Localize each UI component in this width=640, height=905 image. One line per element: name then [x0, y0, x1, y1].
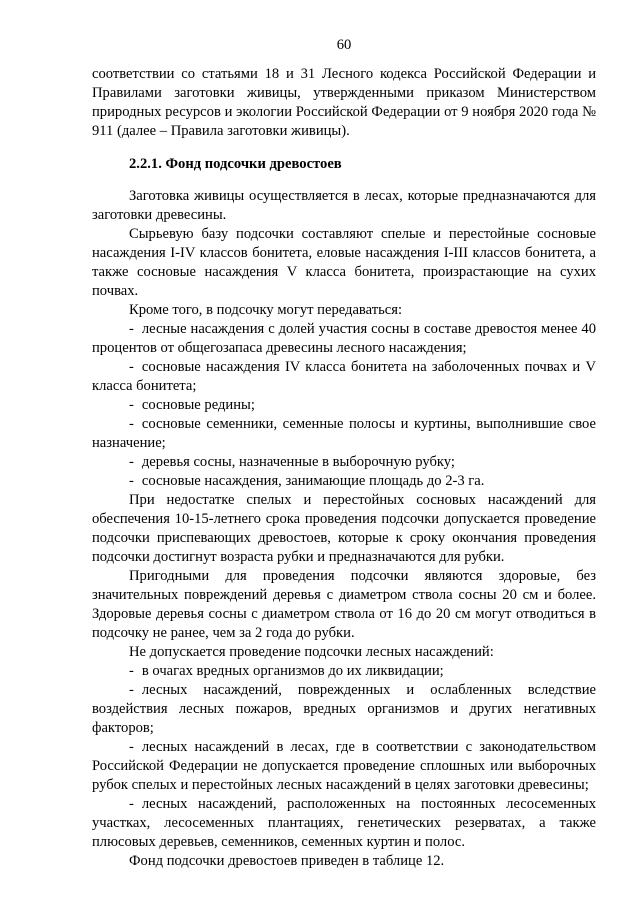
paragraph-2: Сырьевую базу подсочки составляют спелые и перестойные сосновые насаждения I-IV классов бонитета, еловые насаждения I-III классов бонитета, а также сосновые насаждения V класса бонитета, произрастающие на сухих почвах. — [92, 226, 596, 299]
list-item — [92, 472, 596, 491]
paragraph-1: Заготовка живицы осуществляется в лесах, которые предназначаются для заготовки древесины. — [92, 188, 596, 223]
list-transferable-stands — [92, 320, 596, 491]
list-item — [92, 662, 596, 681]
list-marker: - — [129, 416, 134, 432]
list-marker: - — [129, 359, 134, 375]
list-item-text: лесных насаждений, расположенных на постоянных лесосеменных участках, лесосеменных плантациях, генетических резерватах, а также плюсовых деревьев, семенников, семенных куртин и полос. — [92, 796, 596, 850]
list-item — [92, 320, 596, 358]
paragraph-5: Пригодными для проведения подсочки являются здоровые, без значительных повреждений деревья с диаметром ствола сосны 20 см и более. Здоровые деревья сосны с диаметром ствола от 16 до 20 см могут отводиться в подсочку не ранее, чем за 2 года до рубки. — [92, 568, 596, 641]
document-page — [92, 36, 596, 871]
list-marker: - — [129, 454, 134, 470]
list-marker: - — [129, 739, 134, 755]
list-item — [92, 453, 596, 472]
paragraph-4: При недостатке спелых и перестойных сосновых насаждений для обеспечения 10-15-летнего срока проведения подсочки допускается проведение подсочки приспевающих древостоев, которые к сроку окончания проведения подсочки достигнут возраста рубки и предназначаются для рубки. — [92, 492, 596, 565]
list-marker: - — [129, 682, 134, 698]
list-item-text: лесные насаждения с долей участия сосны в составе древостоя менее 40 процентов от общегозапаса древесины лесного насаждения; — [92, 321, 596, 356]
list-item-text: сосновые насаждения IV класса бонитета на заболоченных почвах и V класса бонитета; — [92, 359, 596, 394]
list-item — [92, 415, 596, 453]
list-item — [92, 396, 596, 415]
paragraph-6: Не допускается проведение подсочки лесных насаждений: — [129, 644, 494, 660]
intro-paragraph: соответствии со статьями 18 и 31 Лесного кодекса Российской Федерации и Правилами заготовки живицы, утвержденными приказом Министерством природных ресурсов и экологии Российской Федерации от 9 ноября 2020 года № 911 (далее – Правила заготовки живицы). — [92, 66, 596, 139]
paragraph-7: Фонд подсочки древостоев приведен в таблице 12. — [129, 853, 445, 869]
list-item — [92, 738, 596, 795]
section-heading: 2.2.1. Фонд подсочки древостоев — [129, 156, 342, 172]
list-marker: - — [129, 473, 134, 489]
list-prohibited-stands — [92, 662, 596, 852]
paragraph-3: Кроме того, в подсочку могут передаваться: — [129, 302, 403, 318]
list-item-text: лесных насаждений в лесах, где в соответствии с законодательством Российской Федерации не допускается проведение сплошных или выборочных рубок спелых и перестойных лесных насаждений в целях заготовки древесины; — [92, 739, 596, 793]
list-marker: - — [129, 397, 134, 413]
list-item-text: в очагах вредных организмов до их ликвидации; — [141, 663, 444, 679]
list-item-text: сосновые семенники, семенные полосы и куртины, выполнившие свое назначение; — [92, 416, 596, 451]
list-item-text: деревья сосны, назначенные в выборочную рубку; — [141, 454, 455, 470]
page-number: 60 — [336, 37, 352, 53]
list-item-text: сосновые редины; — [141, 397, 255, 413]
list-item — [92, 795, 596, 852]
list-marker: - — [129, 663, 134, 679]
list-item — [92, 681, 596, 738]
list-item-text: лесных насаждений, поврежденных и ослабленных вследствие воздействия лесных пожаров, вредных организмов и других негативных факторов; — [92, 682, 596, 736]
list-marker: - — [129, 321, 134, 337]
list-marker: - — [129, 796, 134, 812]
list-item — [92, 358, 596, 396]
list-item-text: сосновые насаждения, занимающие площадь до 2-3 га. — [141, 473, 485, 489]
